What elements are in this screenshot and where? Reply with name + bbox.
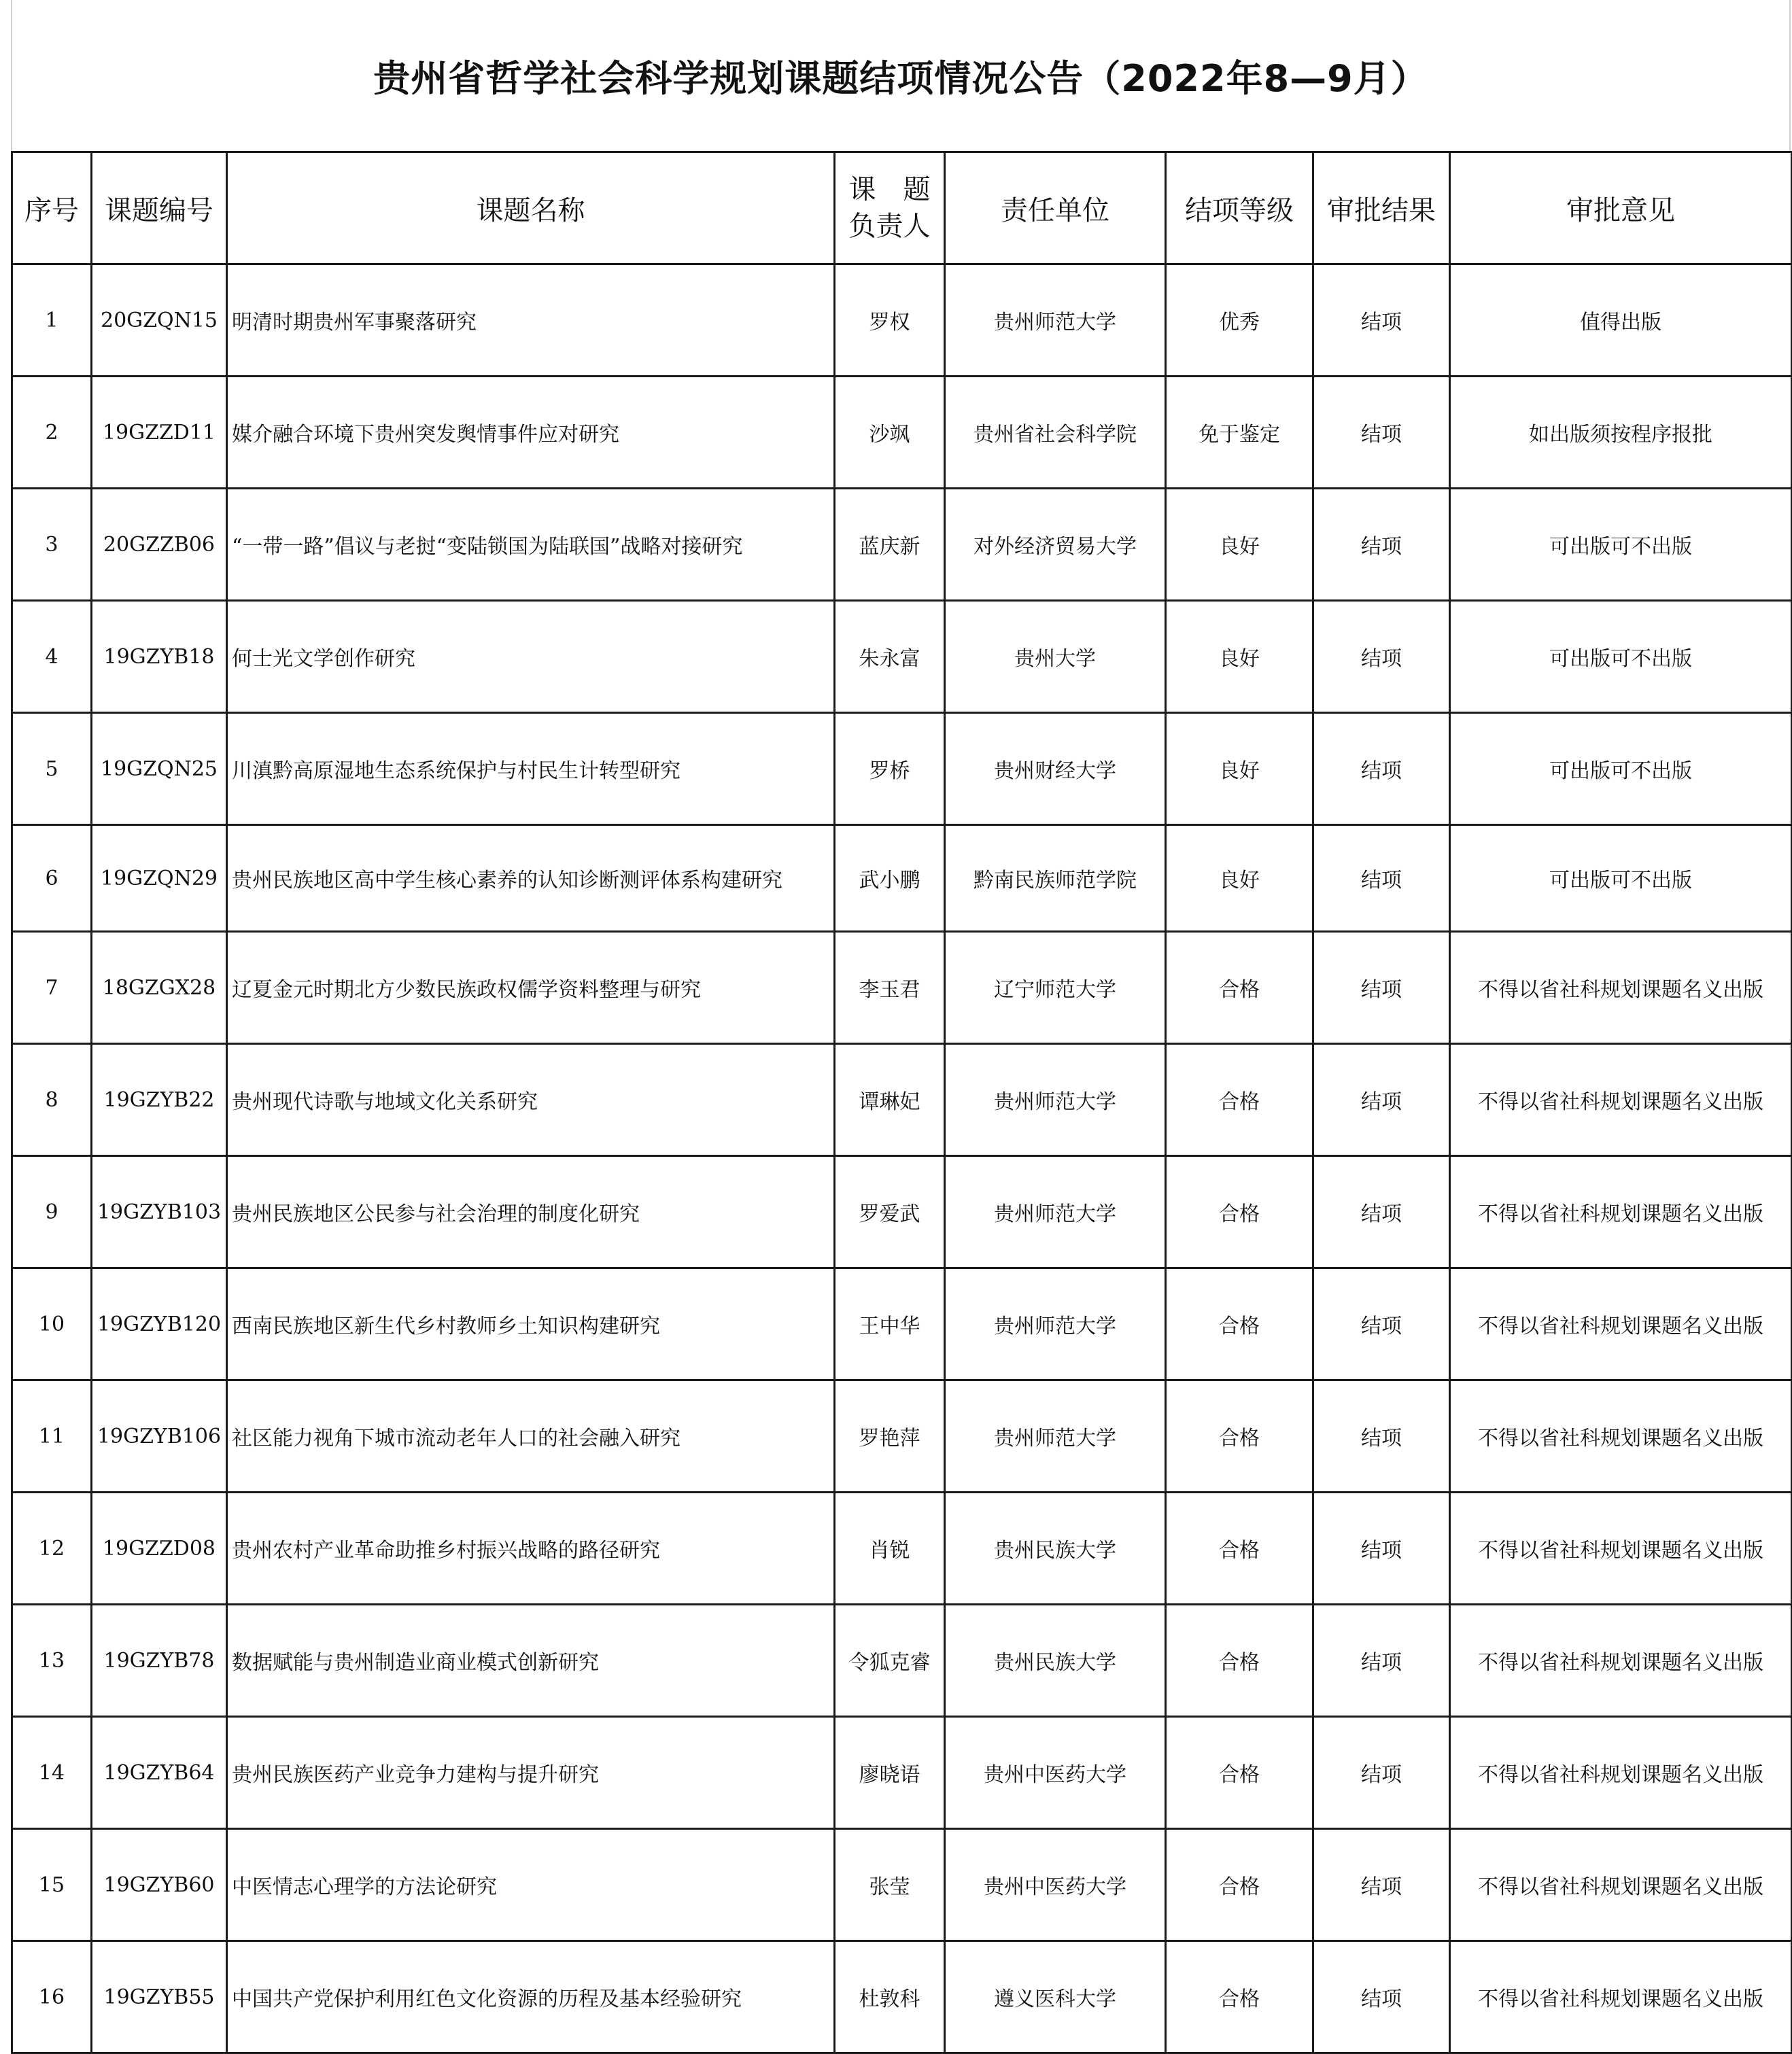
title-box: [11, 0, 1791, 151]
cell-name: 贵州民族医药产业竞争力建构与提升研究: [227, 1717, 835, 1829]
table-row: [12, 601, 1792, 713]
cell-index: 8: [12, 1044, 92, 1156]
cell-code: 20GZZB06: [92, 489, 227, 601]
cell-result: 结项: [1313, 932, 1450, 1044]
cell-leader: 廖晓语: [835, 1717, 945, 1829]
cell-unit: 贵州省社会科学院: [945, 377, 1166, 489]
cell-leader: 王中华: [835, 1268, 945, 1380]
cell-name: 数据赋能与贵州制造业商业模式创新研究: [227, 1605, 835, 1717]
header-opinion: 审批意见: [1450, 152, 1792, 264]
table-row: [12, 264, 1792, 377]
cell-unit: 贵州师范大学: [945, 264, 1166, 377]
cell-opinion: 不得以省社科规划课题名义出版: [1450, 932, 1792, 1044]
cell-code: 20GZQN15: [92, 264, 227, 377]
announcement-sheet: [11, 0, 1791, 2044]
table-row: [12, 1717, 1792, 1829]
cell-unit: 遵义医科大学: [945, 1941, 1166, 2053]
cell-index: 11: [12, 1380, 92, 1493]
cell-unit: 辽宁师范大学: [945, 932, 1166, 1044]
cell-leader: 李玉君: [835, 932, 945, 1044]
cell-name: 西南民族地区新生代乡村教师乡土知识构建研究: [227, 1268, 835, 1380]
cell-opinion: 不得以省社科规划课题名义出版: [1450, 1044, 1792, 1156]
cell-code: 19GZYB22: [92, 1044, 227, 1156]
cell-name: 社区能力视角下城市流动老年人口的社会融入研究: [227, 1380, 835, 1493]
cell-unit: 贵州中医药大学: [945, 1829, 1166, 1941]
cell-leader: 武小鹏: [835, 825, 945, 932]
cell-grade: 合格: [1166, 1044, 1313, 1156]
cell-unit: 贵州师范大学: [945, 1268, 1166, 1380]
cell-leader: 张莹: [835, 1829, 945, 1941]
cell-code: 19GZYB55: [92, 1941, 227, 2053]
cell-unit: 贵州师范大学: [945, 1156, 1166, 1268]
cell-code: 19GZZD11: [92, 377, 227, 489]
header-unit: 责任单位: [945, 152, 1166, 264]
cell-result: 结项: [1313, 1717, 1450, 1829]
cell-unit: 贵州大学: [945, 601, 1166, 713]
cell-opinion: 不得以省社科规划课题名义出版: [1450, 1941, 1792, 2053]
cell-grade: 合格: [1166, 1717, 1313, 1829]
cell-opinion: 不得以省社科规划课题名义出版: [1450, 1268, 1792, 1380]
cell-name: 贵州民族地区公民参与社会治理的制度化研究: [227, 1156, 835, 1268]
cell-result: 结项: [1313, 489, 1450, 601]
cell-result: 结项: [1313, 1605, 1450, 1717]
cell-code: 19GZYB18: [92, 601, 227, 713]
cell-index: 12: [12, 1493, 92, 1605]
cell-index: 10: [12, 1268, 92, 1380]
cell-result: 结项: [1313, 1380, 1450, 1493]
cell-grade: 合格: [1166, 932, 1313, 1044]
cell-name: “一带一路”倡议与老挝“变陆锁国为陆联国”战略对接研究: [227, 489, 835, 601]
cell-leader: 罗桥: [835, 713, 945, 825]
cell-opinion: 可出版可不出版: [1450, 489, 1792, 601]
cell-grade: 免于鉴定: [1166, 377, 1313, 489]
table-row: [12, 1941, 1792, 2053]
cell-leader: 罗爱武: [835, 1156, 945, 1268]
cell-grade: 合格: [1166, 1941, 1313, 2053]
table-row: [12, 1829, 1792, 1941]
header-leader: [835, 152, 945, 264]
cell-code: 19GZYB120: [92, 1268, 227, 1380]
cell-unit: 贵州中医药大学: [945, 1717, 1166, 1829]
cell-result: 结项: [1313, 713, 1450, 825]
cell-opinion: 可出版可不出版: [1450, 601, 1792, 713]
cell-result: 结项: [1313, 825, 1450, 932]
cell-opinion: 不得以省社科规划课题名义出版: [1450, 1493, 1792, 1605]
cell-leader: 杜敦科: [835, 1941, 945, 2053]
header-code: 课题编号: [92, 152, 227, 264]
page-title: 贵州省哲学社会科学规划课题结项情况公告（2022年8—9月）: [373, 56, 1428, 100]
cell-index: 14: [12, 1717, 92, 1829]
cell-unit: 对外经济贸易大学: [945, 489, 1166, 601]
cell-opinion: 不得以省社科规划课题名义出版: [1450, 1717, 1792, 1829]
cell-leader: 肖锐: [835, 1493, 945, 1605]
cell-result: 结项: [1313, 1829, 1450, 1941]
cell-name: 贵州现代诗歌与地域文化关系研究: [227, 1044, 835, 1156]
table-body: [12, 264, 1792, 2053]
cell-code: 19GZYB78: [92, 1605, 227, 1717]
table-row: [12, 489, 1792, 601]
cell-name: 辽夏金元时期北方少数民族政权儒学资料整理与研究: [227, 932, 835, 1044]
cell-index: 9: [12, 1156, 92, 1268]
header-result: 审批结果: [1313, 152, 1450, 264]
cell-index: 15: [12, 1829, 92, 1941]
cell-unit: 贵州师范大学: [945, 1380, 1166, 1493]
table-row: [12, 1493, 1792, 1605]
cell-leader: 谭琳妃: [835, 1044, 945, 1156]
cell-result: 结项: [1313, 377, 1450, 489]
cell-unit: 贵州财经大学: [945, 713, 1166, 825]
cell-name: 明清时期贵州军事聚落研究: [227, 264, 835, 377]
cell-opinion: 可出版可不出版: [1450, 713, 1792, 825]
header-row: [12, 152, 1792, 264]
cell-leader: 沙飒: [835, 377, 945, 489]
cell-grade: 良好: [1166, 489, 1313, 601]
cell-unit: 黔南民族师范学院: [945, 825, 1166, 932]
cell-result: 结项: [1313, 1156, 1450, 1268]
cell-name: 媒介融合环境下贵州突发舆情事件应对研究: [227, 377, 835, 489]
cell-grade: 优秀: [1166, 264, 1313, 377]
cell-code: 19GZZD08: [92, 1493, 227, 1605]
cell-index: 4: [12, 601, 92, 713]
cell-unit: 贵州民族大学: [945, 1605, 1166, 1717]
cell-index: 1: [12, 264, 92, 377]
cell-opinion: 值得出版: [1450, 264, 1792, 377]
cell-index: 2: [12, 377, 92, 489]
cell-leader: 蓝庆新: [835, 489, 945, 601]
cell-leader: 罗艳萍: [835, 1380, 945, 1493]
results-table: [11, 151, 1792, 2054]
header-name: 课题名称: [227, 152, 835, 264]
cell-grade: 良好: [1166, 601, 1313, 713]
cell-unit: 贵州师范大学: [945, 1044, 1166, 1156]
cell-opinion: 可出版可不出版: [1450, 825, 1792, 932]
cell-index: 5: [12, 713, 92, 825]
cell-unit: 贵州民族大学: [945, 1493, 1166, 1605]
header-leader-line2: 负责人: [848, 211, 931, 242]
cell-opinion: 不得以省社科规划课题名义出版: [1450, 1829, 1792, 1941]
cell-grade: 合格: [1166, 1829, 1313, 1941]
table-row: [12, 1156, 1792, 1268]
cell-grade: 合格: [1166, 1605, 1313, 1717]
header-grade: 结项等级: [1166, 152, 1313, 264]
cell-name: 川滇黔高原湿地生态系统保护与村民生计转型研究: [227, 713, 835, 825]
cell-name: 中医情志心理学的方法论研究: [227, 1829, 835, 1941]
cell-index: 16: [12, 1941, 92, 2053]
cell-grade: 良好: [1166, 713, 1313, 825]
table-row: [12, 713, 1792, 825]
cell-leader: 罗权: [835, 264, 945, 377]
cell-grade: 良好: [1166, 825, 1313, 932]
cell-opinion: 不得以省社科规划课题名义出版: [1450, 1380, 1792, 1493]
cell-code: 19GZYB106: [92, 1380, 227, 1493]
header-leader-line1: 课 题: [848, 174, 931, 205]
cell-grade: 合格: [1166, 1268, 1313, 1380]
cell-grade: 合格: [1166, 1493, 1313, 1605]
cell-opinion: 不得以省社科规划课题名义出版: [1450, 1156, 1792, 1268]
cell-code: 19GZQN29: [92, 825, 227, 932]
cell-index: 7: [12, 932, 92, 1044]
cell-name: 何士光文学创作研究: [227, 601, 835, 713]
cell-code: 19GZQN25: [92, 713, 227, 825]
cell-grade: 合格: [1166, 1380, 1313, 1493]
cell-code: 19GZYB64: [92, 1717, 227, 1829]
table-row: [12, 377, 1792, 489]
cell-result: 结项: [1313, 1493, 1450, 1605]
table-row: [12, 825, 1792, 932]
cell-result: 结项: [1313, 1941, 1450, 2053]
cell-grade: 合格: [1166, 1156, 1313, 1268]
cell-code: 19GZYB60: [92, 1829, 227, 1941]
cell-leader: 令狐克睿: [835, 1605, 945, 1717]
cell-name: 贵州农村产业革命助推乡村振兴战略的路径研究: [227, 1493, 835, 1605]
cell-leader: 朱永富: [835, 601, 945, 713]
table-row: [12, 932, 1792, 1044]
cell-name: 中国共产党保护利用红色文化资源的历程及基本经验研究: [227, 1941, 835, 2053]
cell-index: 3: [12, 489, 92, 601]
cell-opinion: 如出版须按程序报批: [1450, 377, 1792, 489]
cell-code: 19GZYB103: [92, 1156, 227, 1268]
table-row: [12, 1268, 1792, 1380]
cell-index: 6: [12, 825, 92, 932]
cell-name: 贵州民族地区高中学生核心素养的认知诊断测评体系构建研究: [227, 825, 835, 932]
cell-code: 18GZGX28: [92, 932, 227, 1044]
header-index: 序号: [12, 152, 92, 264]
cell-result: 结项: [1313, 1268, 1450, 1380]
cell-index: 13: [12, 1605, 92, 1717]
table-row: [12, 1380, 1792, 1493]
cell-result: 结项: [1313, 1044, 1450, 1156]
table-row: [12, 1044, 1792, 1156]
cell-result: 结项: [1313, 601, 1450, 713]
table-row: [12, 1605, 1792, 1717]
cell-result: 结项: [1313, 264, 1450, 377]
cell-opinion: 不得以省社科规划课题名义出版: [1450, 1605, 1792, 1717]
